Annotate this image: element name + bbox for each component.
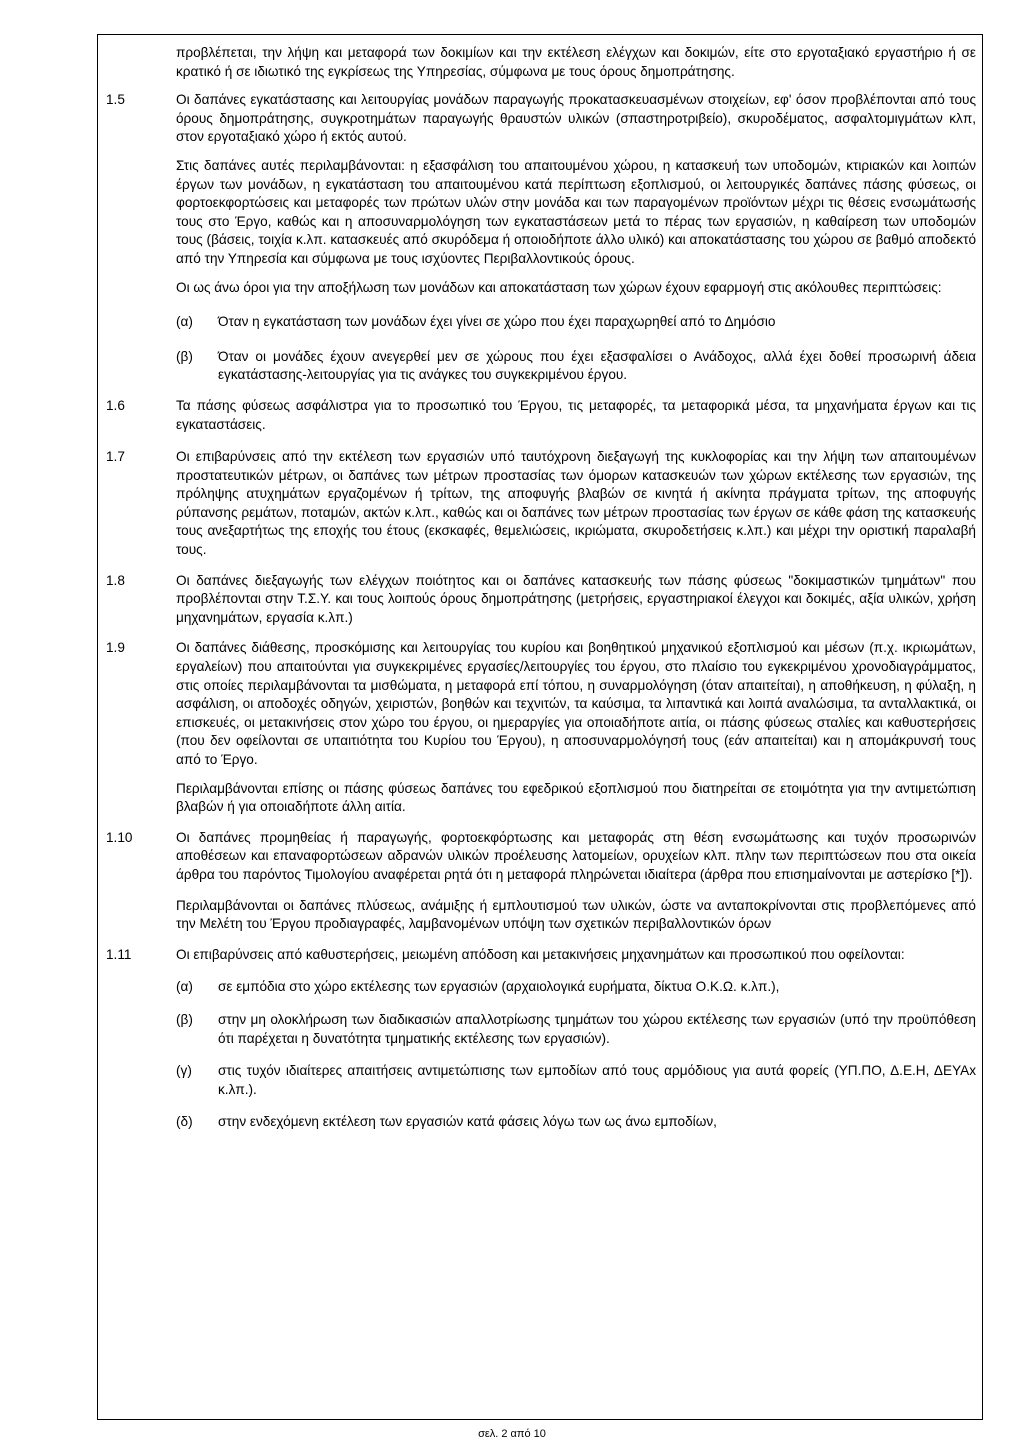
list-item — [176, 1062, 976, 1099]
section-number: 1.7 — [106, 449, 125, 465]
section-number: 1.8 — [106, 572, 125, 588]
list-item — [176, 1113, 976, 1132]
item-label: (β) — [176, 348, 193, 364]
section-number: 1.10 — [106, 829, 133, 845]
paragraph: Οι δαπάνες προμηθείας ή παραγωγής, φορτοεκφόρτωσης και μεταφοράς στη θέση ενσωμάτωσης και τυχόν προσωρινών αποθέσεων και επαναφορτώσεων αδρανών υλικών προέλευσης λατομείων, ορυχείων κλπ. πλην των περιπτώσεων που στα οικεία άρθρα του παρόντος Τιμολογίου αναφέρεται ρητά ότι η μεταφορά πληρώνεται ιδιαίτερα (άρθρα που επισημαίνονται με αστερίσκο [*]). — [176, 829, 976, 882]
paragraph: Οι ως άνω όροι για την αποξήλωση των μονάδων και αποκατάσταση των χώρων έχουν εφαρμογή στις ακόλουθες περιπτώσεις: — [176, 279, 942, 295]
section-1-5 — [106, 91, 976, 385]
paragraph: Τα πάσης φύσεως ασφάλιστρα για το προσωπικό του Έργου, τις μεταφορές, τα μεταφορικά μέσα, τα μηχανήματα έργων και τις εγκαταστάσεις. — [176, 397, 976, 432]
section-number: 1.11 — [106, 946, 132, 962]
section-number: 1.9 — [106, 640, 125, 656]
page-footer: σελ. 2 από 10 — [478, 1428, 546, 1440]
paragraph: Περιλαμβάνονται επίσης οι πάσης φύσεως δαπάνες του εφεδρικού εξοπλισμού που διατηρείται σε ετοιμότητα για την αντιμετώπιση βλαβών ή για οποιαδήποτε άλλη αιτία. — [176, 780, 976, 815]
item-label: (δ) — [176, 1114, 193, 1130]
paragraph: Οι επιβαρύνσεις από την εκτέλεση των εργασιών υπό ταυτόχρονη διεξαγωγή της κυκλοφορίας και την λήψη των απαιτουμένων προστατευτικών μέτρων, οι δαπάνες των μέτρων προστασίας των όμορων κατασκευών των χώρων εκτέλεσης των εργασιών, της πρόληψης ατυχημάτων εργαζομένων ή τρίτων, της αποφυγής βλαβών σε κινητά ή ακίνητα πράγματα τρίτων, της αποφυγής ρύπανσης ρεμάτων, ποταμών, ακτών κ.λπ., καθώς και οι δαπάνες των μέτρων προστασίας των έργων σε κάθε φάση της κατασκευής τους ανεξαρτήτως της εποχής του έτους (εκσκαφές, θεμελιώσεις, ικριώματα, σκυροδετήσεις κ.λπ.) και μέχρι την οριστική παραλαβή τους. — [176, 449, 976, 558]
list-item — [176, 1011, 976, 1048]
section-1-6 — [106, 397, 976, 434]
item-text: στην ενδεχόμενη εκτέλεση των εργασιών κατά φάσεις λόγω των ως άνω εμποδίων, — [218, 1114, 717, 1130]
item-text: Όταν η εγκατάσταση των μονάδων έχει γίνει σε χώρο που έχει παραχωρηθεί από το Δημόσιο — [218, 314, 776, 330]
section-1-8 — [106, 572, 976, 628]
paragraph: Οι δαπάνες διάθεσης, προσκόμισης και λειτουργίας του κυρίου και βοηθητικού μηχανικού εξοπλισμού και μέσων (π.χ. ικριωμάτων, εργαλείων) που απαιτούνται για συγκεκριμένες εργασίες/λειτουργίες του έργου, στο πλαίσιο του εγκεκριμένου χρονοδιαγράμματος, στις οποίες περιλαμβάνονται τα μισθώματα, η μεταφορά επί τόπου, η συναρμολόγηση (όταν απαιτείται), η αποθήκευση, η φύλαξη, η ασφάλιση, οι αποδοχές οδηγών, χειριστών, βοηθών και τεχνιτών, τα καύσιμα, τα λιπαντικά και λοιπά αναλώσιμα, τα ανταλλακτικά, οι επισκευές, οι μετακινήσεις στον χώρο του έργου, οι ημεραργίες για οποιαδήποτε αιτία, οι πάσης φύσεως σταλίες και καθυστερήσεις (που δεν οφείλονται σε υπαιτιότητα του Κυρίου του Έργου), η αποσυναρμολόγησή τους (εάν απαιτείται) και η απομάκρυνσή τους από το Έργο. — [176, 640, 976, 767]
section-number: 1.6 — [106, 397, 125, 413]
section-number: 1.5 — [106, 92, 125, 108]
paragraph: Περιλαμβάνονται οι δαπάνες πλύσεως, ανάμιξης ή εμπλουτισμού των υλικών, ώστε να ανταποκρίνονται στις προβλεπόμενες από την Μελέτη του Έργου προδιαγραφές, λαμβανομένων υπόψη των σχετικών περιβαλλοντικών όρων — [176, 897, 976, 932]
item-text: Όταν οι μονάδες έχουν ανεγερθεί μεν σε χώρους που έχει εξασφαλίσει ο Ανάδοχος, αλλά έχει δοθεί προσωρινή άδεια εγκατάστασης-λειτουργίας για τις ανάγκες του συγκεκριμένου έργου. — [218, 348, 976, 383]
paragraph: Οι δαπάνες διεξαγωγής των ελέγχων ποιότητος και οι δαπάνες κατασκευής των πάσης φύσεως "δοκιμαστικών τμημάτων" που προβλέπονται στην Τ.Σ.Υ. και τους λοιπούς όρους δημοπράτησης (μετρήσεις, εργαστηριακοί έλεγχοι και δοκιμές, αξία υλικών, χρήση μηχανημάτων, εργασία κ.λπ.) — [176, 572, 976, 625]
section-1-9 — [106, 639, 976, 816]
list-item — [176, 313, 976, 332]
item-label: (β) — [176, 1011, 193, 1027]
intro-paragraph: προβλέπεται, την λήψη και μεταφορά των δοκιμίων και την εκτέλεση ελέγχων και δοκιμών, είτε στο εργοταξιακό εργαστήριο ή σε κρατικό ή σε ιδιωτικό της εγκρίσεως της Υπηρεσίας, σύμφωνα με τους όρους δημοπράτησης. — [176, 45, 976, 79]
item-label: (α) — [176, 979, 193, 995]
paragraph: Οι δαπάνες εγκατάστασης και λειτουργίας μονάδων παραγωγής προκατασκευασμένων στοιχείων, εφ' όσον προβλέπονται από τους όρους δημοπράτησης, συγκροτημάτων παραγωγής θραυστών υλικών (σπαστηροτριβείο), σκυροδέματος, ασφαλτομιγμάτων κλπ, στον εργοταξιακό χώρο ή εκτός αυτού. — [176, 92, 976, 145]
item-text: στις τυχόν ιδιαίτερες απαιτήσεις αντιμετώπισης των εμποδίων από τους αρμόδιους για αυτά φορείς (ΥΠ.ΠΟ, Δ.Ε.Η, ΔΕΥΑx κ.λπ.). — [218, 1063, 976, 1097]
list-item — [176, 348, 976, 385]
item-text: σε εμπόδια στο χώρο εκτέλεσης των εργασιών (αρχαιολογικά ευρήματα, δίκτυα Ο.Κ.Ω. κ.λπ.), — [218, 979, 780, 995]
intro-block — [106, 44, 976, 81]
section-1-7 — [106, 448, 976, 560]
section-1-11 — [106, 946, 976, 1132]
item-label: (α) — [176, 314, 193, 330]
item-label: (γ) — [176, 1063, 192, 1079]
list-item — [176, 978, 976, 997]
document-body — [106, 44, 976, 1132]
section-1-10 — [106, 829, 976, 934]
paragraph: Οι επιβαρύνσεις από καθυστερήσεις, μειωμένη απόδοση και μετακινήσεις μηχανημάτων και προσωπικού που οφείλονται: — [176, 946, 905, 962]
item-text: στην μη ολοκλήρωση των διαδικασιών απαλλοτρίωσης τμημάτων του χώρου εκτέλεσης των εργασιών (υπό την προϋπόθεση ότι παρέχεται η δυνατότητα τμηματικής εκτέλεσης των εργασιών). — [218, 1011, 976, 1046]
paragraph: Στις δαπάνες αυτές περιλαμβάνονται: η εξασφάλιση του απαιτουμένου χώρου, η κατασκευή των υποδομών, κτιριακών και λοιπών έργων των μονάδων, η εγκατάσταση του απαιτουμένου κατά περίπτωση εξοπλισμού, οι λειτουργικές δαπάνες πάσης φύσεως, οι φορτοεκφορτώσεις και μεταφορές των πρώτων υλών στην μονάδα και των παραγομένων προϊόντων μέχρι τις θέσεις ενσωμάτωσής τους στο Έργο, καθώς και η αποσυναρμολόγηση των εγκαταστάσεων μετά το πέρας των εργασιών, η καθαίρεση των υποδομών τους (βάσεις, τοιχία κ.λπ. κατασκευές από σκυρόδεμα ή οποιοδήποτε άλλο υλικό) και αποκατάστασης του χώρου σε βαθμό αποδεκτό από την Υπηρεσία και σύμφωνα με τους ισχύοντες Περιβαλλοντικούς όρους. — [176, 157, 976, 266]
